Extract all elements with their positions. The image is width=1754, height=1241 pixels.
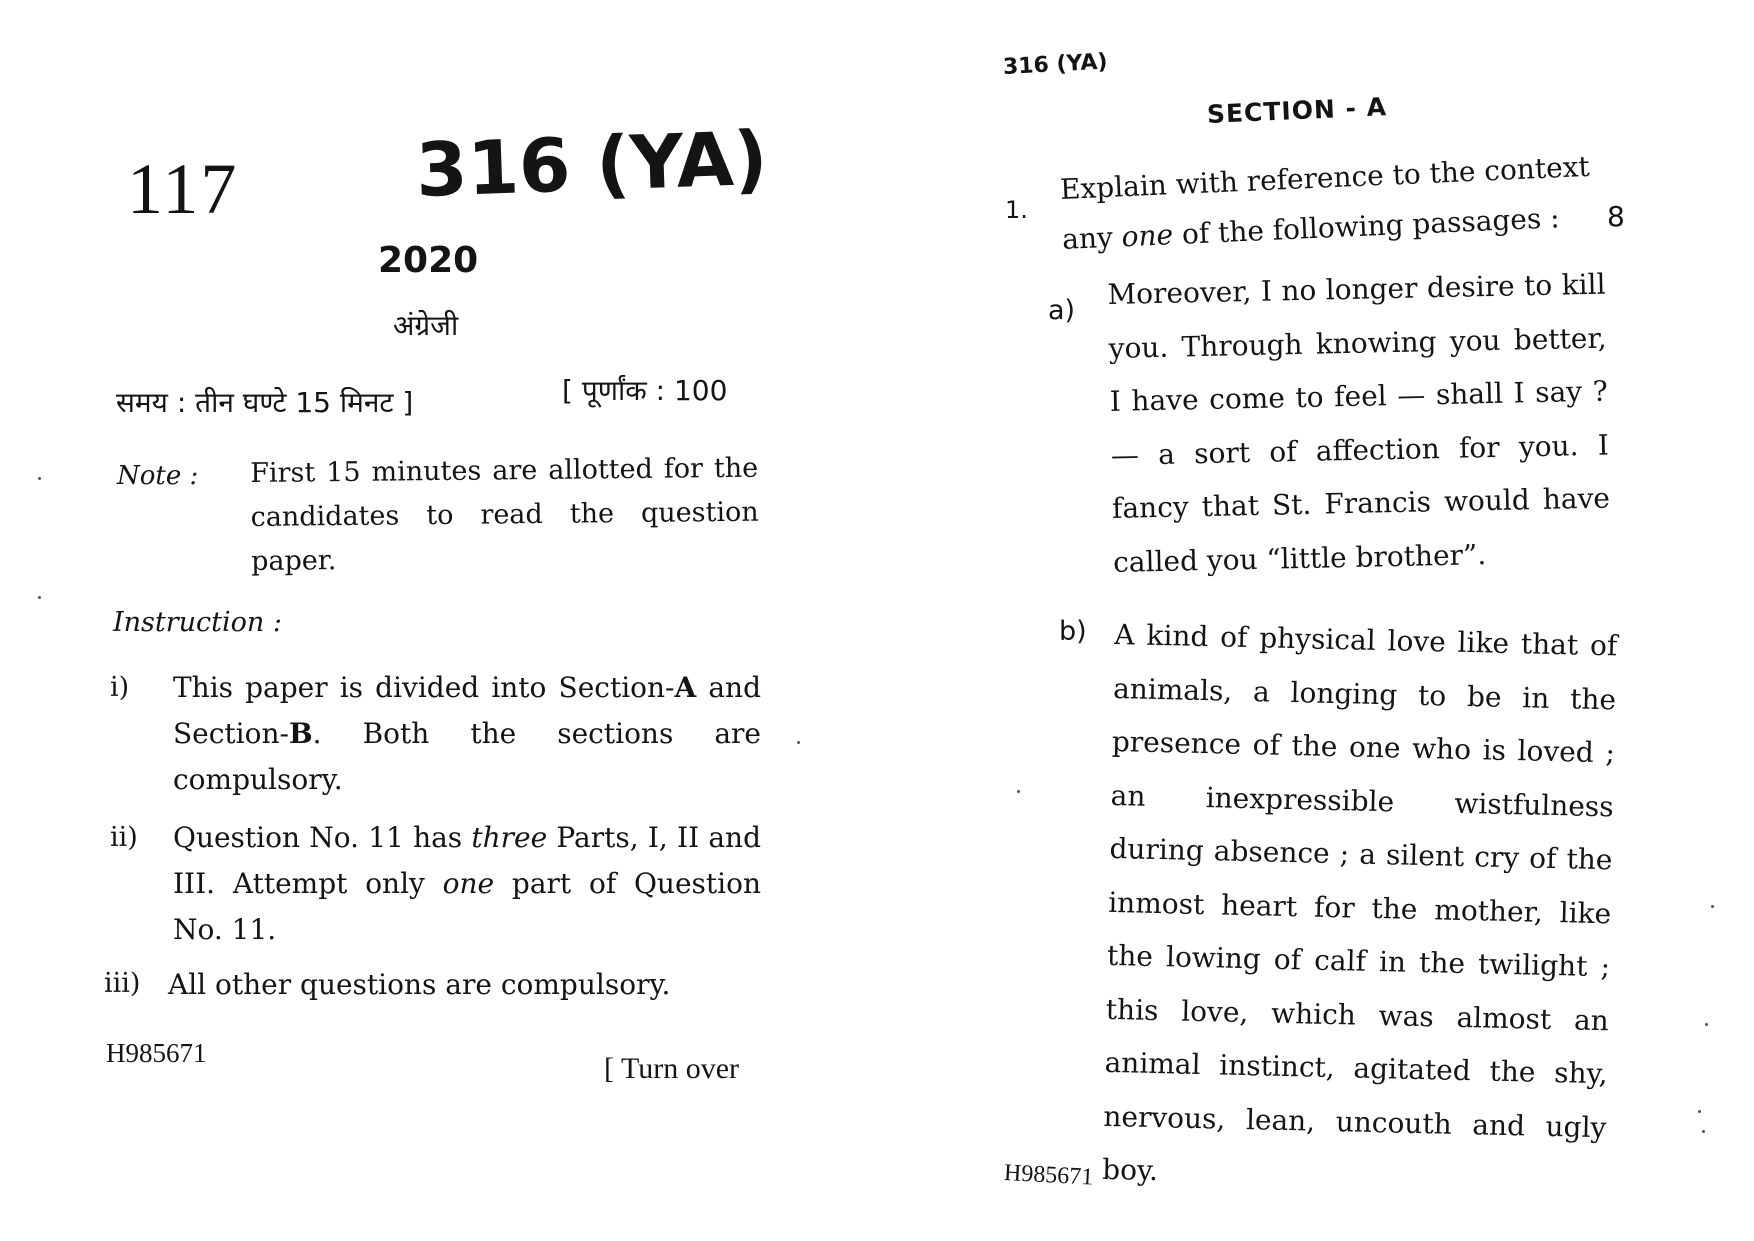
max-marks: [ पूर्णांक : 100 (562, 374, 728, 407)
serial-number: H985671 (106, 1038, 207, 1068)
note-text: First 15 minutes are allotted for the candidates to read the question paper. (250, 452, 759, 577)
scan-speck (38, 596, 41, 599)
scan-speck (1017, 790, 1020, 793)
time-allowed: समय : तीन घण्टे 15 मिनट ] (116, 386, 414, 419)
scan-speck (1702, 1130, 1705, 1133)
instruction-item: Question No. 11 has three Parts, I, II and III. Attempt only one part of Question No. 11. (173, 821, 761, 946)
question-number: 1. (1005, 196, 1028, 224)
paper-code: 316 (YA) (414, 115, 769, 214)
passage-label: a) (1048, 295, 1076, 326)
passage-text: A kind of physical love like that of animals, a longing to be in the presence of the one who is loved ; an inexpressible wistfulness during absence ; a silent cry of the inmost heart for the mother, like the lowing of calf in the twilight ; this love, which was almost an animal instinct, agitated the shy, nervous, lean, uncouth and ugly boy. (1101, 617, 1618, 1188)
passage-label: b) (1059, 616, 1087, 647)
instruction-number: ii) (110, 822, 138, 853)
question-text: Explain with reference to the context any one of the following passages : (1059, 149, 1591, 256)
instruction-item: This paper is divided into Section-A and Section-B. Both the sections are compulsory. (173, 671, 761, 796)
scan-speck (38, 477, 41, 480)
scan-speck (1711, 905, 1714, 908)
header-paper-code: 316 (YA) (1002, 49, 1109, 80)
passage-text: Moreover, I no longer desire to kill you. Through knowing you better, I have come to feel — shall I say ? — a sort of affection for you. I fancy that St. Francis would have called you “little brother”. (1107, 267, 1611, 579)
code-number: 117 (127, 149, 239, 229)
section-title: SECTION - A (1206, 92, 1388, 129)
scan-speck (1698, 1110, 1701, 1113)
exam-year: 2020 (378, 240, 479, 281)
scan-speck (1705, 1023, 1708, 1026)
question-marks: 8 (1607, 200, 1625, 233)
right-page (877, 0, 1754, 1241)
instruction-label: Instruction : (113, 607, 282, 638)
scan-speck (797, 741, 800, 744)
turn-over-note: [ Turn over (604, 1052, 740, 1085)
note-label: Note : (117, 461, 199, 491)
subject-title: अंग्रेजी (393, 309, 459, 342)
serial-number: H985671 (1003, 1160, 1094, 1191)
instruction-item: All other questions are compulsory. (168, 968, 671, 1001)
instruction-number: iii) (104, 968, 141, 999)
instruction-number: i) (110, 672, 130, 703)
